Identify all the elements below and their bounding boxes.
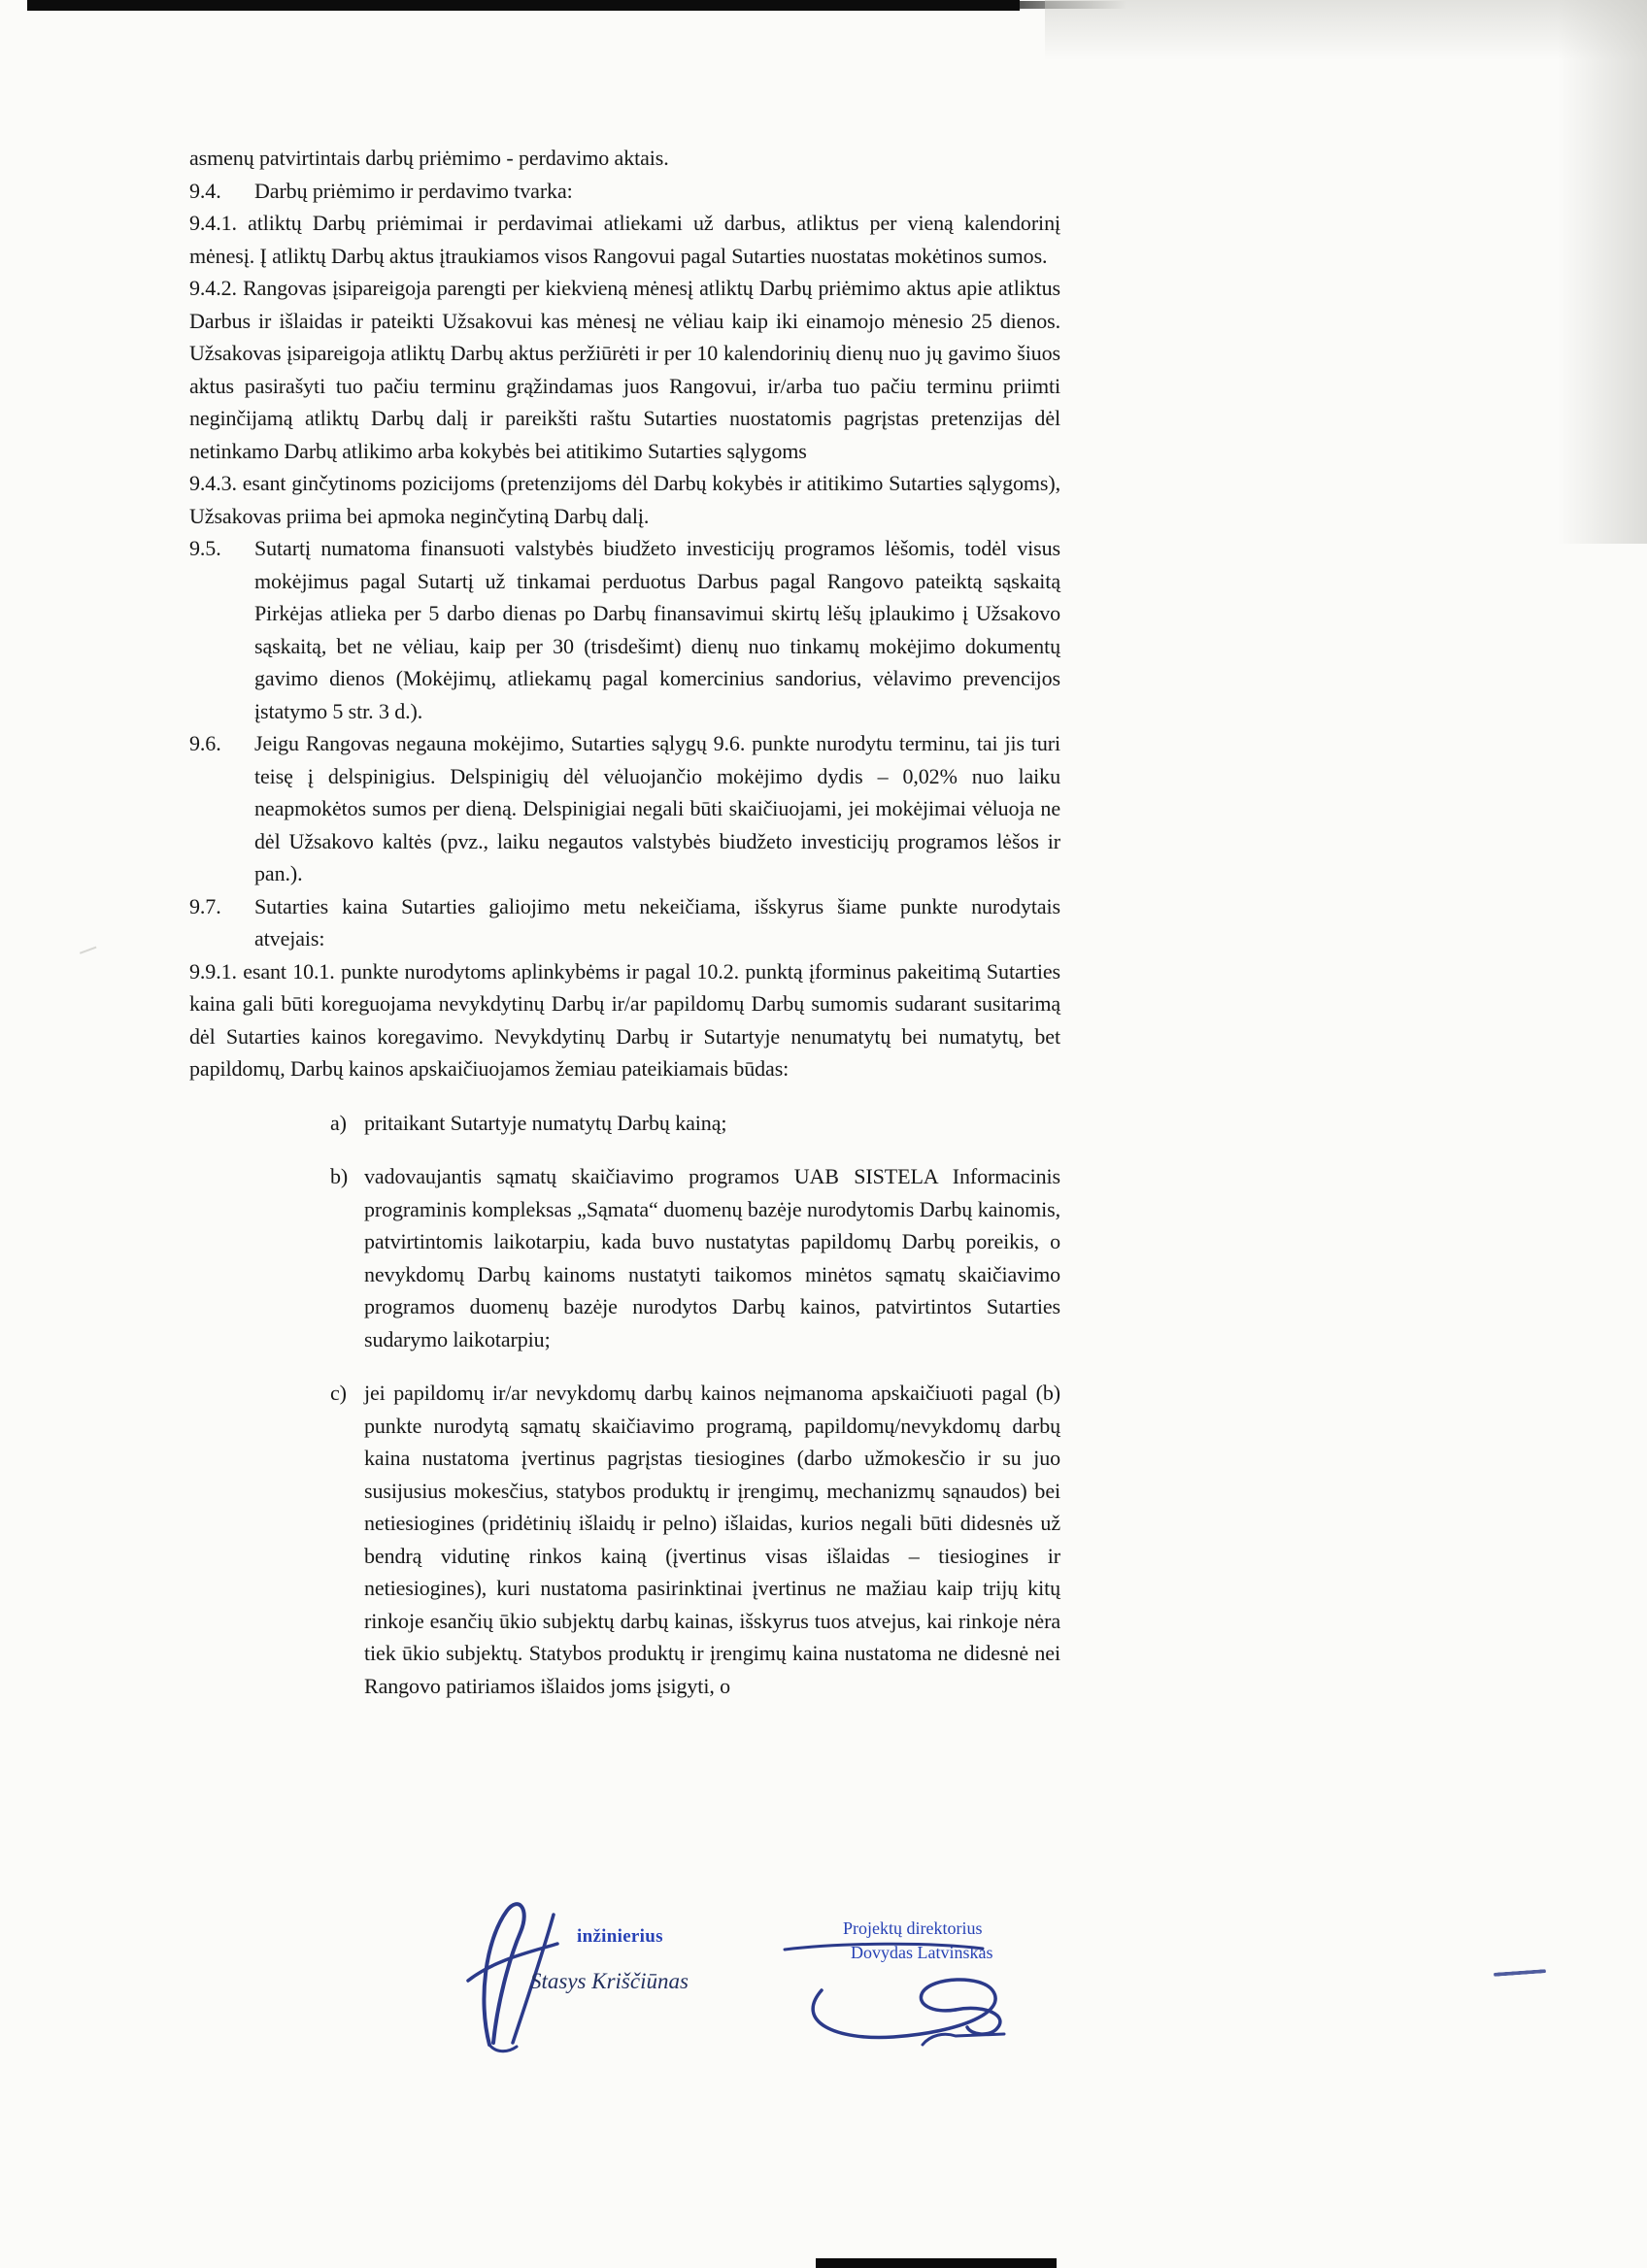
document-body: [189, 142, 1060, 1702]
clause-text: Rangovas įsipareigoja parengti per kiekvieną mėnesį atliktų Darbų priėmimo aktus apie atliktus Darbus ir išlaidas ir pateikti Užsakovui kas mėnesį ne vėliau kaip iki einamojo mėnesio 25 dienos. Užsakovas įsipareigoja atliktų Darbų aktus peržiūrėti ir per 10 kalendorinių dienų nuo jų gavimo šiuos aktus pasirašyti tuo pačiu terminu grąžindamas juos Rangovui, ir/arba tuo pačiu terminu priimti neginčijamą atliktų Darbų dalį ir pareikšti raštu Sutarties nuostatomis pagrįstas pretenzijas dėl netinkamo Darbų atlikimo arba kokybės bei atitikimo Sutarties sąlygoms: [189, 276, 1060, 463]
clause-9-4-2: [189, 272, 1060, 467]
section-9-6: [189, 727, 1060, 890]
section-number: 9.4.: [189, 178, 221, 203]
list-marker: a): [330, 1110, 347, 1135]
clause-number: 9.4.2.: [189, 276, 237, 300]
scan-shade-right-edge: [1558, 0, 1647, 544]
clause-text: atliktų Darbų priėmimai ir perdavimai atliekami už darbus, atliktus per vieną kalendorinį mėnesį. Į atliktų Darbų aktus įtraukiamos visos Rangovui pagal Sutarties nuostatas mokėtinos sumos.: [189, 211, 1060, 268]
signature-right-title: Projektų direktorius: [843, 1918, 983, 1938]
handwritten-signature-right-icon: [777, 1940, 1049, 2054]
signature-left-name: Stasys Kriščiūnas: [530, 1969, 689, 1993]
section-9-4: [189, 175, 1060, 208]
section-number: 9.6.: [189, 731, 221, 755]
signature-left-title: inžinierius: [577, 1926, 663, 1947]
section-9-5: [189, 532, 1060, 727]
scan-shade-top-right: [1045, 0, 1647, 60]
scan-artifact-top-bar: [27, 0, 1020, 11]
list-marker: b): [330, 1164, 349, 1188]
list-item-c: [330, 1377, 1060, 1702]
pen-dash-mark: [1494, 1969, 1546, 1977]
clause-number: 9.4.3.: [189, 471, 237, 495]
section-text: Darbų priėmimo ir perdavimo tvarka:: [254, 178, 573, 203]
section-number: 9.5.: [189, 536, 221, 560]
list-text: vadovaujantis sąmatų skaičiavimo programos UAB SISTELA Informacinis programinis kompleksas „Sąmata“ duomenų bazėje nurodytomis Darbų kainomis, patvirtintomis laikotarpiu, kada buvo nustatytas papildomų Darbų poreikis, o nevykdomų Darbų kainoms nustatyti taikomos minėtos sąmatų skaičiavimo programos duomenų bazėje nurodytos Darbų kainos, patvirtintos Sutarties sudarymo laikotarpiu;: [364, 1164, 1060, 1351]
clause-text: esant ginčytinoms pozicijoms (pretenzijoms dėl Darbų kokybės ir atitikimo Sutarties sąlygoms), Užsakovas priima bei apmoka neginčytiną Darbų dalį.: [189, 471, 1060, 528]
list-text: pritaikant Sutartyje numatytų Darbų kainą;: [364, 1110, 727, 1135]
scan-artifact-bottom-bar: [816, 2258, 1057, 2268]
list-marker: c): [330, 1381, 347, 1405]
section-text: Sutartį numatoma finansuoti valstybės biudžeto investicijų programos lėšomis, todėl visus mokėjimus pagal Sutartį už tinkamai perduotus Darbus pagal Rangovo pateiktą sąskaitą Pirkėjas atlieka per 5 darbo dienas po Darbų finansavimui skirtų lėšų įplaukimo į Užsakovo sąskaitą, bet ne vėliau, kaip per 30 (trisdešimt) dienų nuo tinkamų mokėjimo dokumentų gavimo dienos (Mokėjimų, atliekamų pagal komercinius sandorius, vėlavimo prevencijos įstatymo 5 str. 3 d.).: [254, 536, 1060, 723]
clause-9-9-1: [189, 955, 1060, 1085]
list-text: jei papildomų ir/ar nevykdomų darbų kainos neįmanoma apskaičiuoti pagal (b) punkte nurodytą sąmatų skaičiavimo programą, papildomų/nevykdomų darbų kaina nustatoma įvertinus pagrįstas tiesiogines (darbo užmokesčio ir su juo susijusius mokesčius, statybos produktų ir įrengimų, mechanizmų sąnaudos) bei netiesiogines (pridėtinių išlaidų ir pelno) išlaidas, kurios negali būti didesnės už bendrą vidutinę rinkos kainą (įvertinus visas išlaidas – tiesiogines ir netiesiogines), kuri nustatoma pasirinktinai įvertinus ne mažiau kaip trijų kitų rinkoje esančių ūkio subjektų darbų kainas, išskyrus tuos atvejus, kai rinkoje nėra tiek ūkio subjektų. Statybos produktų ir įrengimų kaina nustatoma ne didesnė nei Rangovo patiriamos išlaidos joms įsigyti, o: [364, 1381, 1060, 1698]
list-item-b: [330, 1160, 1060, 1355]
signature-right-name: Dovydas Latvinskas: [851, 1943, 993, 1962]
list-item-a: [330, 1107, 1060, 1140]
clause-9-4-3: [189, 467, 1060, 532]
scan-smudge-left: [76, 937, 96, 953]
clause-number: 9.4.1.: [189, 211, 237, 235]
section-text: Sutarties kaina Sutarties galiojimo metu nekeičiama, išskyrus šiame punkte nurodytais atvejais:: [254, 893, 1060, 951]
intro-line: asmenų patvirtintais darbų priėmimo - perdavimo aktais.: [189, 146, 669, 170]
clause-number: 9.9.1.: [189, 958, 237, 984]
section-9-7: [189, 890, 1060, 955]
clause-text: esant 10.1. punkte nurodytoms aplinkybėms ir pagal 10.2. punktą įforminus pakeitimą Sutarties kaina gali būti koreguojama nevykdytinų Darbų ir/ar papildomų Darbų sumomis sudarant susitarimą dėl Sutarties kainos koregavimo. Nevykdytinų Darbų ir Sutartyje nenumatytų bei numatytų, bet papildomų, Darbų kainos apskaičiuojamos žemiau pateikiamais būdas:: [189, 958, 1061, 1081]
section-text: Jeigu Rangovas negauna mokėjimo, Sutarties sąlygų 9.6. punkte nurodytu terminu, tai jis turi teisę į delspinigius. Delspinigių dėl vėluojančio mokėjimo dydis – 0,02% nuo laiku neapmokėtos sumos per dieną. Delspinigiai negali būti skaičiuojami, jei mokėjimai vėluoja ne dėl Užsakovo kaltės (pvz., laiku negautos valstybės biudžeto investicijų programos lėšos ir pan.).: [254, 731, 1060, 885]
section-number: 9.7.: [189, 893, 221, 918]
clause-9-4-1: [189, 207, 1060, 272]
